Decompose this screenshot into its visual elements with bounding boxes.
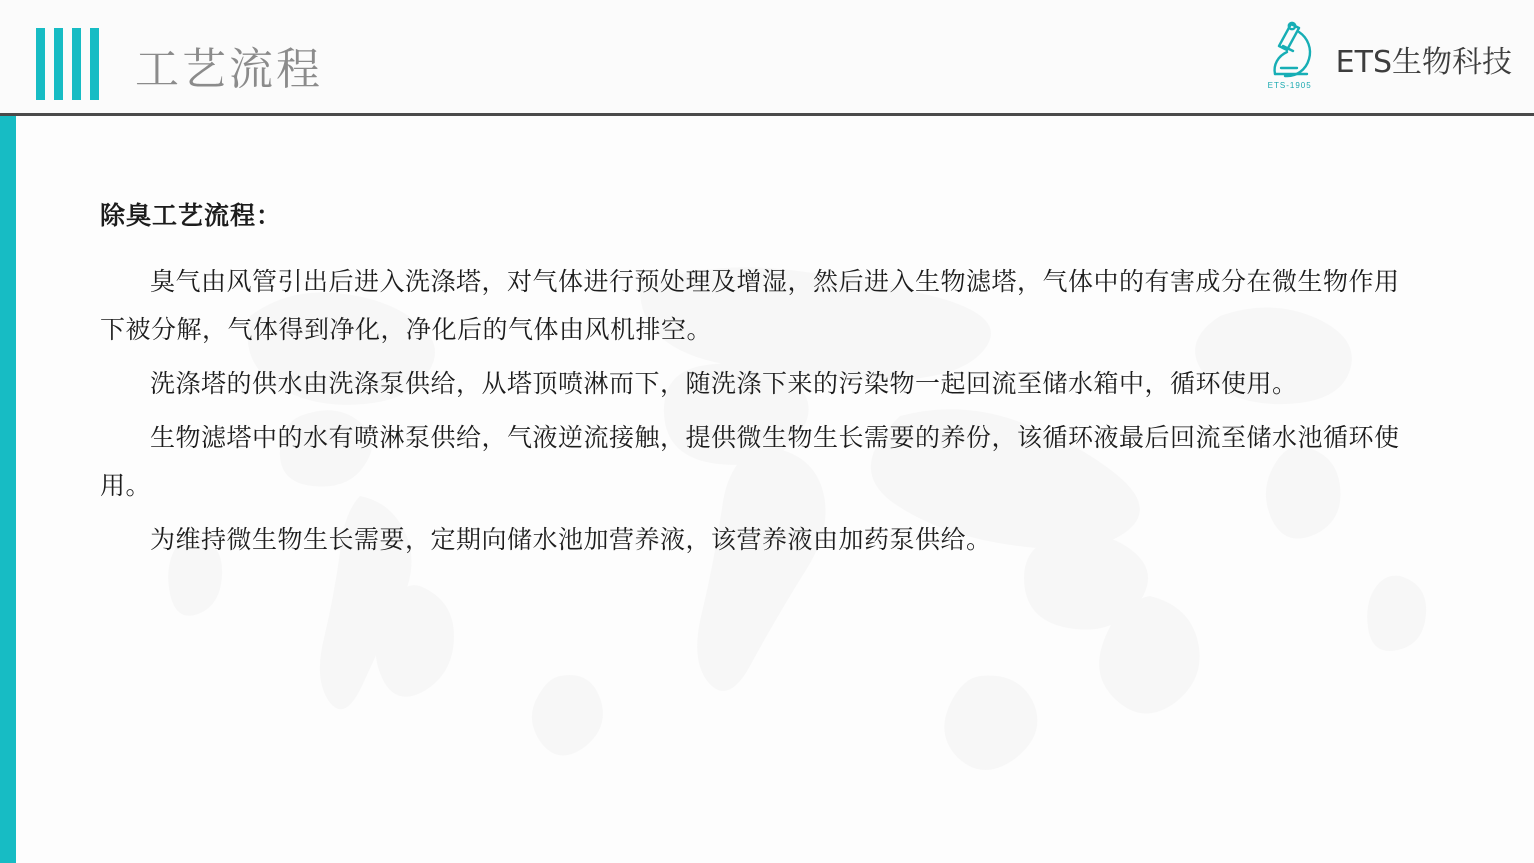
body-lead: 除臭工艺流程： bbox=[100, 201, 283, 230]
header-divider bbox=[0, 113, 1534, 116]
body-paragraph: 臭气由风管引出后进入洗涤塔，对气体进行预处理及增湿，然后进入生物滤塔，气体中的有害成分在微生物作用下被分解，气体得到净化，净化后的气体由风机排空。 bbox=[100, 267, 1400, 344]
slide-body bbox=[100, 196, 1420, 570]
logo-caption: ETS-1905 bbox=[1267, 81, 1312, 90]
body-paragraph: 生物滤塔中的水有喷淋泵供给，气液逆流接触，提供微生物生长需要的养份，该循环液最后回流至储水池循环使用。 bbox=[100, 423, 1400, 500]
body-paragraph: 为维持微生物生长需要，定期向储水池加营养液，该营养液由加药泵供给。 bbox=[150, 525, 992, 554]
slide-header bbox=[0, 0, 1534, 114]
company-logo bbox=[1254, 18, 1512, 100]
header-stripes-icon bbox=[36, 28, 108, 100]
page-title: 工艺流程 bbox=[135, 44, 323, 95]
microscope-icon bbox=[1254, 18, 1326, 100]
body-paragraph: 洗涤塔的供水由洗涤泵供给，从塔顶喷淋而下，随洗涤下来的污染物一起回流至储水箱中，循环使用。 bbox=[150, 369, 1298, 398]
left-accent-bar bbox=[0, 0, 16, 863]
logo-text: ETS生物科技 bbox=[1335, 45, 1512, 80]
